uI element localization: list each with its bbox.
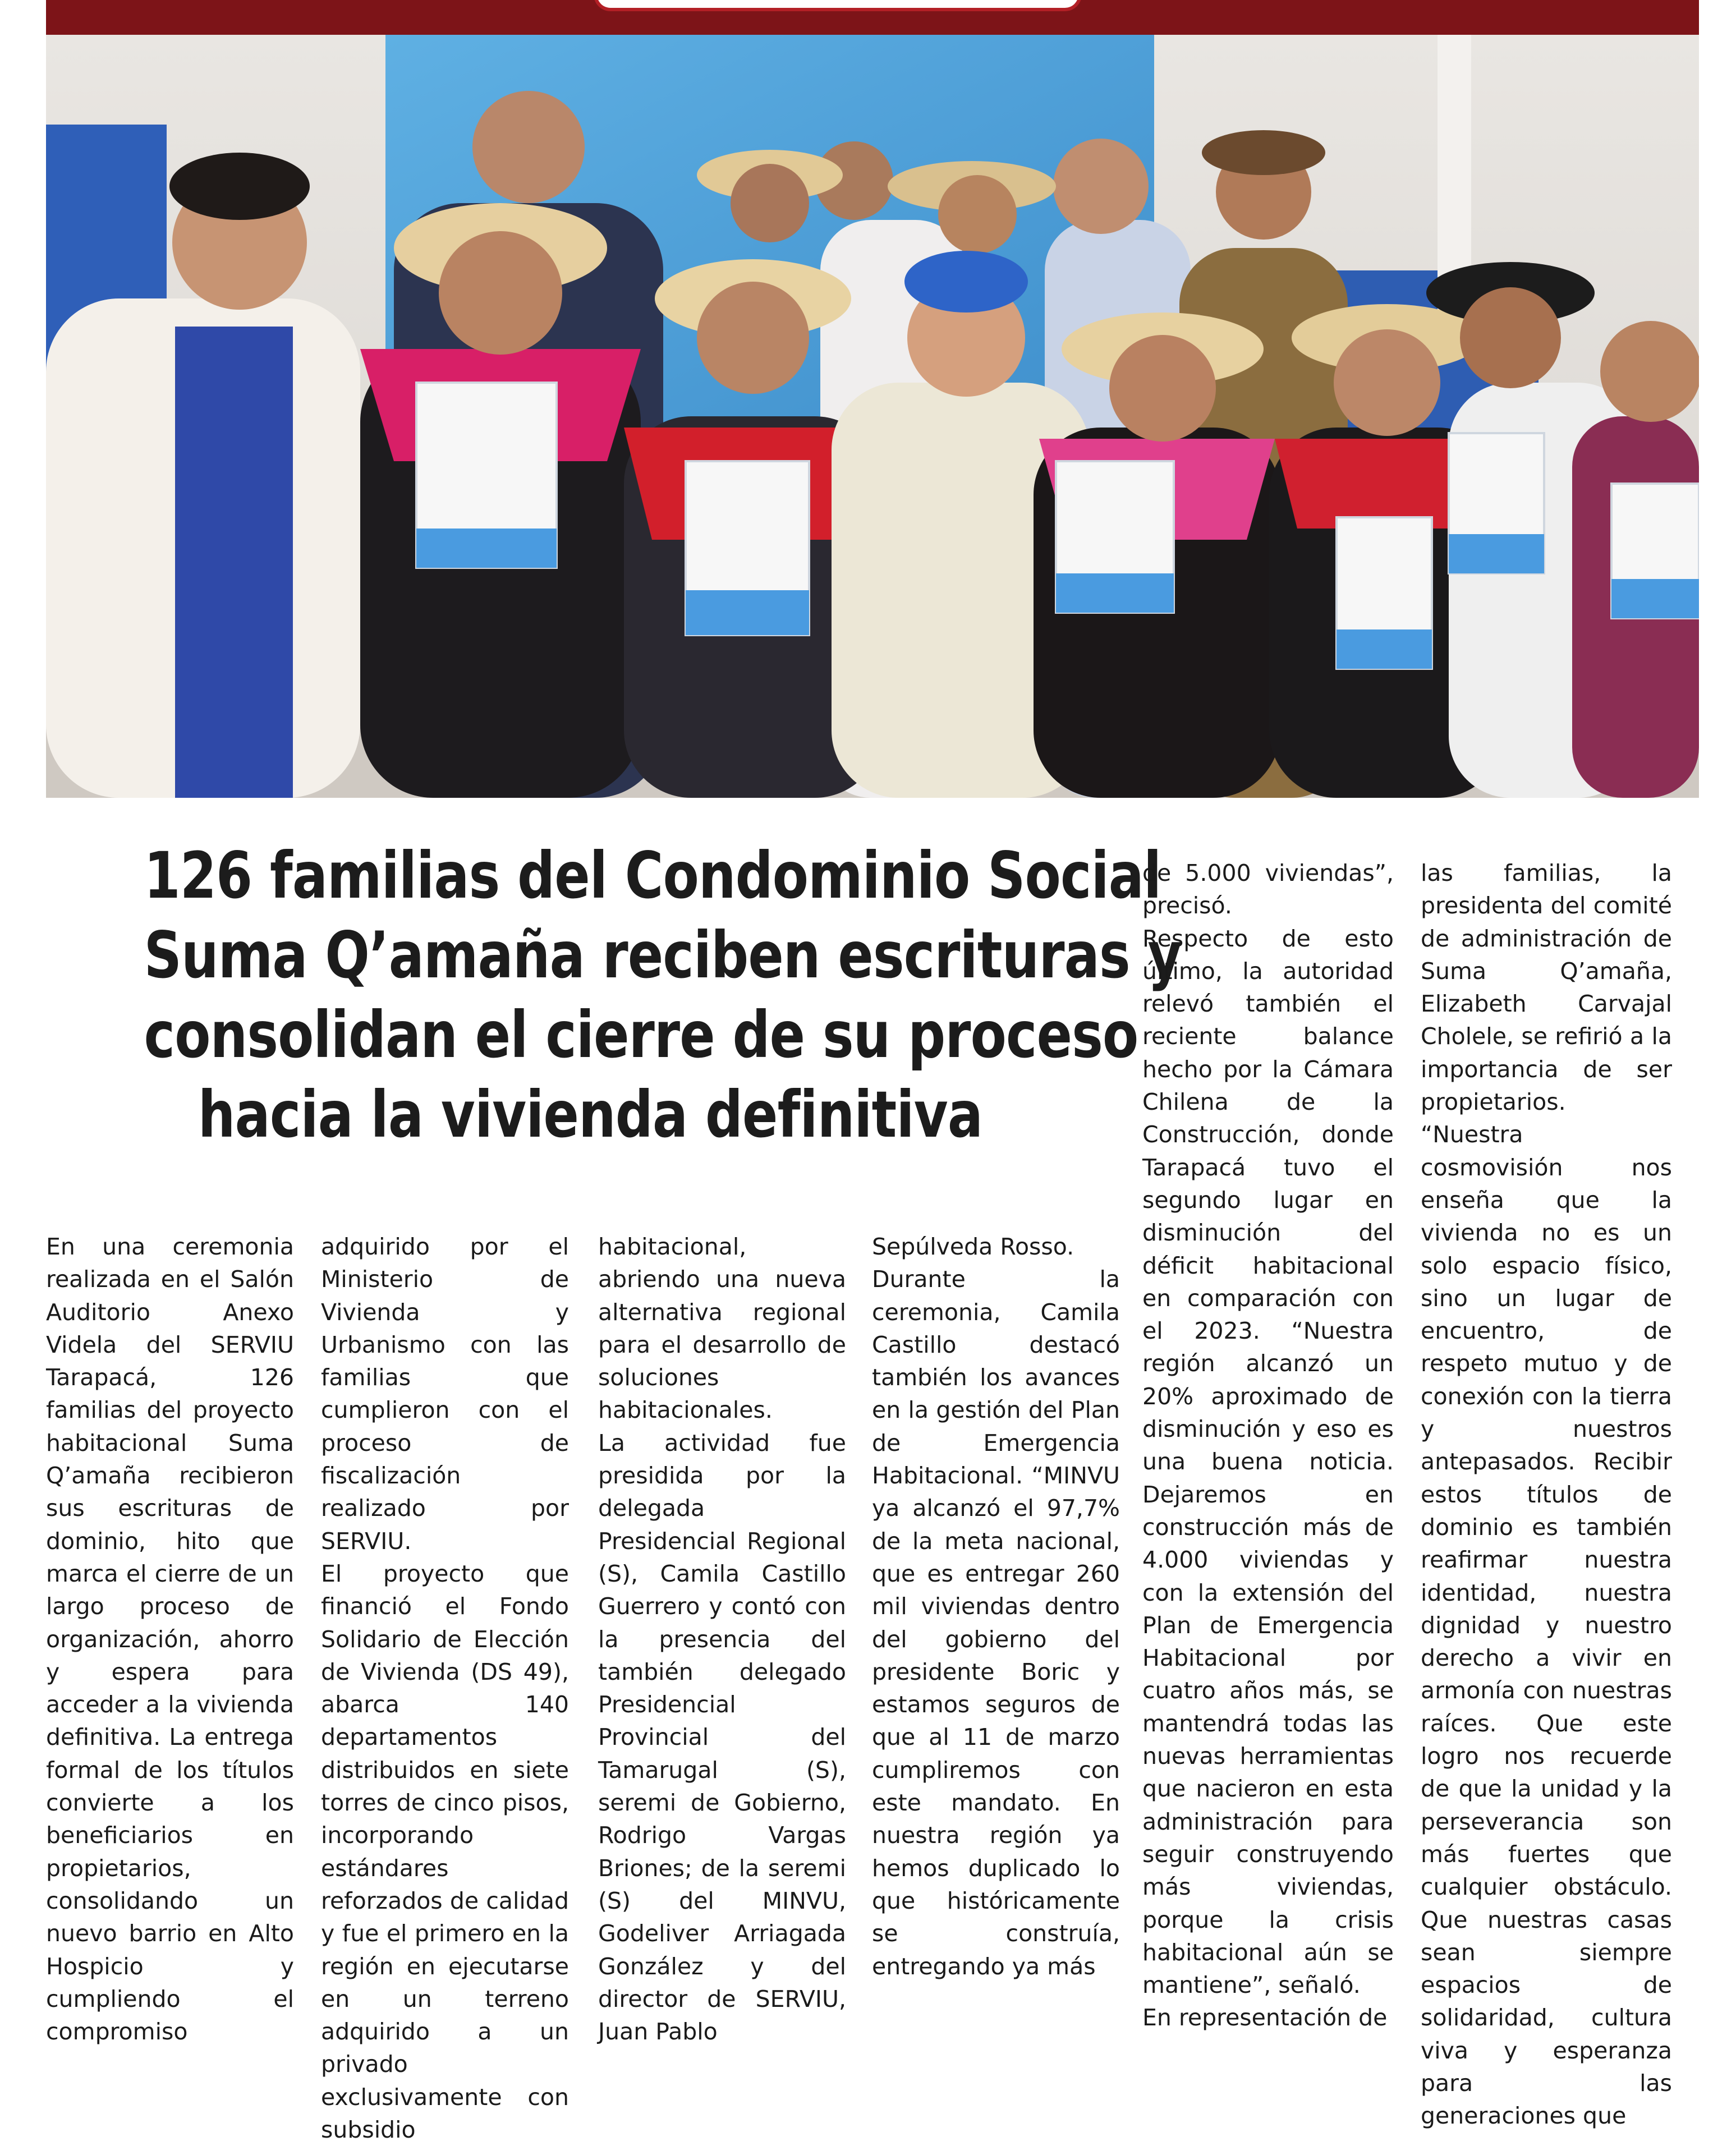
photo-illustration [46, 35, 1699, 798]
article-column-5 [1142, 857, 1394, 2034]
column-3-paragraph-1: habitacional, abriendo una nueva alternativa regional para el desarrollo de soluciones habitacionales. [598, 1233, 846, 1424]
article-column-4 [872, 1230, 1120, 1983]
ceremony-photo [46, 35, 1699, 798]
headline-line-4: hacia la vivienda definitiva [198, 1077, 983, 1152]
column-1-paragraph-1: En una ceremonia realizada en el Salón Auditorio Anexo Videla del SERVIU Tarapacá, 126 familias del proyecto habitacional Suma Q’amaña recibieron sus escrituras de dominio, hito que marca el cierre de un largo proceso de organización, ahorro y espera para acceder a la vivienda definitiva. La entrega formal de los títulos convierte a los beneficiarios en propietarios, consolidando un nuevo barrio en Alto Hospicio y cumpliendo el compromiso [46, 1233, 294, 2046]
article-column-1 [46, 1230, 294, 2048]
article-column-2 [321, 1230, 569, 2146]
column-2-paragraph-2: El proyecto que financió el Fondo Solidario de Elección de Vivienda (DS 49), abarca 140 departamentos distribuidos en siete torres de cinco pisos, incorporando estándares reforzados de calidad y fue el primero en la región en ejecutarse en un terreno adquirido a un privado exclusivamente con subsidio [321, 1560, 569, 2144]
column-5-paragraph-3: En representación de [1142, 2004, 1388, 2032]
column-4-paragraph-2: Durante la ceremonia, Camila Castillo destacó también los avances en la gestión del Plan de Emergencia Habitacional. “MINVU ya alcanzó el 97,7% de la meta nacional, que es entregar 260 mil viviendas dentro del gobierno del presidente Boric y estamos seguros de que al 11 de marzo cumpliremos con este mandato. En nuestra región ya hemos duplicado lo que históricamente se construía, entregando ya más [872, 1266, 1120, 1980]
banner-tab [594, 0, 1082, 11]
article-column-3 [598, 1230, 846, 2048]
column-4-paragraph-1: Sepúlveda Rosso. [872, 1233, 1074, 1260]
headline-line-1: 126 familias del Condominio Social [144, 838, 1161, 913]
column-5-paragraph-1: de 5.000 viviendas”, precisó. [1142, 860, 1394, 920]
column-2-paragraph-1: adquirido por el Ministerio de Vivienda y Urbanismo con las familias que cumplieron con el proceso de fiscalización realizado por SERVIU. [321, 1233, 569, 1555]
column-6-paragraph-1: las familias, la presidenta del comité de administración de Suma Q’amaña, Elizabeth Carvajal Cholele, se refirió a la importancia de ser propietarios. “Nuestra cosmovisión nos enseña que la vivienda no es un solo espacio físico, sino un lugar de encuentro, de respeto mutuo y de conexión con la tierra y nuestros antepasados. Recibir estos títulos de dominio es también reafirmar nuestra identidad, nuestra dignidad y nuestro derecho a vivir en armonía con nuestras raíces. Que este logro nos recuerde de que la unidad y la perseverancia son más fuertes que cualquier obstáculo. Que nuestras casas sean siempre espacios de solidaridad, cultura viva y esperanza para las generaciones que [1421, 860, 1672, 2130]
article-headline [144, 836, 1182, 1155]
article-column-6 [1421, 857, 1672, 2133]
headline-line-3: consolidan el cierre de su proceso [144, 998, 1138, 1072]
column-5-paragraph-2: Respecto de esto último, la autoridad relevó también el reciente balance hecho por la Cámara Chilena de la Construcción, donde Tarapacá tuvo el segundo lugar en disminución del déficit habitacional en comparación con el 2023. “Nuestra región alcanzó un 20% aproximado de disminución y eso es una buena noticia. Dejaremos en construcción más de 4.000 viviendas y con la extensión del Plan de Emergencia Habitacional por cuatro años más, se mantendrá todas las nuevas herramientas que nacieron en esta administración para seguir construyendo más viviendas, porque la crisis habitacional aún se mantiene”, señaló. [1142, 925, 1394, 1999]
column-3-paragraph-2: La actividad fue presidida por la delegada Presidencial Regional (S), Camila Castillo Guerrero y contó con la presencia del también delegado Presidencial Provincial del Tamarugal (S), seremi de Gobierno, Rodrigo Vargas Briones; de la seremi (S) del MINVU, Godeliver Arriagada González y del director de SERVIU, Juan Pablo [598, 1429, 846, 2046]
headline-line-2: Suma Q’amaña reciben escrituras y [144, 918, 1182, 992]
